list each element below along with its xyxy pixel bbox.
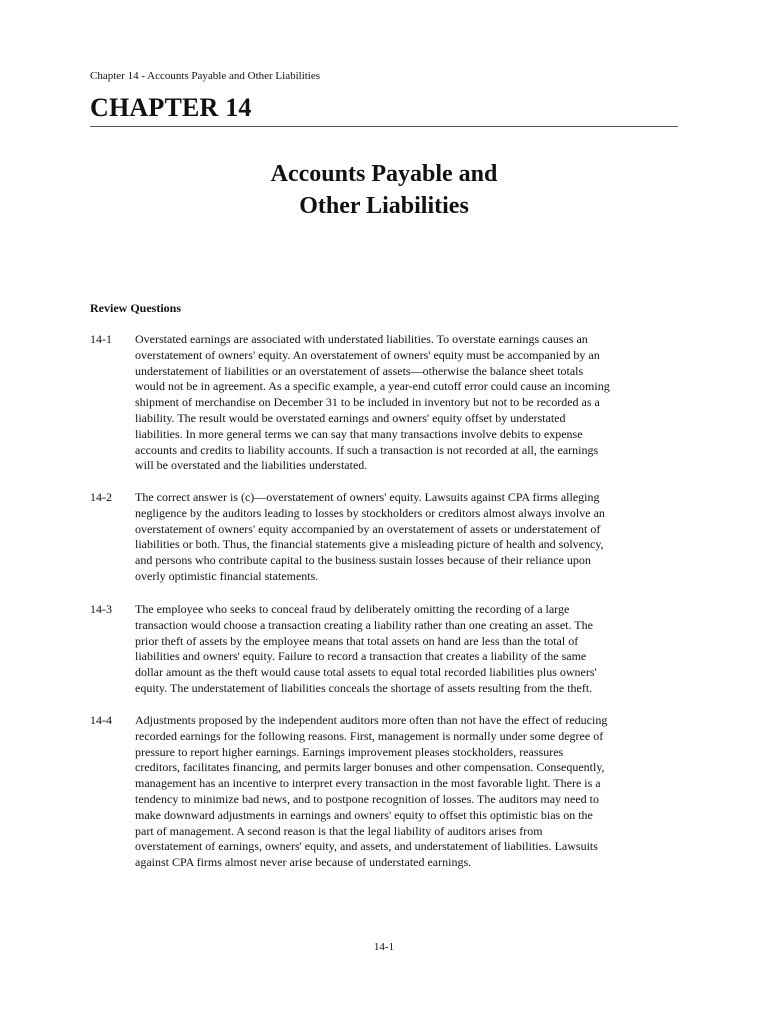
section-heading: Review Questions	[90, 301, 181, 315]
question-line: will be overstated and the liabilities understated.	[135, 458, 368, 473]
chapter-heading: CHAPTER 14	[90, 93, 252, 122]
question-line: liabilities. In more general terms we can say that many transactions involve debits to expense	[135, 426, 583, 441]
question-line: would not be in agreement. As a specific example, a year-end cutoff error could cause an incoming	[135, 379, 610, 394]
question-number: 14-1	[90, 332, 112, 346]
chapter-title	[90, 158, 678, 222]
question-line: liabilities or both. Thus, the financial statements give a misleading picture of health and solvency,	[135, 537, 604, 552]
question-line: management has an incentive to interpret every transaction in the most favorable light. There is a	[135, 776, 601, 791]
chapter-divider	[90, 126, 678, 127]
chapter-title-line-1: Accounts Payable and	[270, 161, 498, 187]
question-line: The employee who seeks to conceal fraud by deliberately omitting the recording of a large	[135, 602, 570, 616]
question-text	[135, 713, 678, 871]
chapter-title-line-2: Other Liabilities	[299, 193, 469, 219]
question-line: equity. The understatement of liabilities conceals the shortage of assets resulting from the theft.	[135, 680, 593, 695]
question-line: and persons who contribute capital to the business sustain losses because of their reliance upon	[135, 553, 591, 568]
question-line: transaction would choose a transaction creating a liability rather than one creating an asset. The	[135, 617, 593, 632]
question-line: overstatement of owners' equity. An overstatement of owners' equity must be accompanied by an	[135, 347, 600, 362]
question-line: overly optimistic financial statements.	[135, 568, 319, 583]
question-line: liability. The result would be overstated earnings and owners' equity offset by understated	[135, 410, 566, 425]
question-text	[135, 332, 678, 474]
question-text	[135, 602, 678, 697]
question-line: against CPA firms almost never arise because of understated earnings.	[135, 855, 472, 870]
question-line: overstatement of earnings, owners' equity, and assets, and understatement of liabilities. Lawsuits	[135, 839, 598, 854]
question-line: pressure to report higher earnings. Earnings improvement pleases stockholders, reassures	[135, 744, 564, 759]
question-number: 14-3	[90, 602, 112, 616]
question-line: tendency to minimize bad news, and to postpone recognition of losses. The auditors may need to	[135, 791, 600, 806]
question-number: 14-4	[90, 713, 112, 727]
question-line: creditors, facilitates financing, and permits larger bonuses and other compensation. Consequently,	[135, 760, 605, 775]
question-text	[135, 490, 678, 585]
running-header: Chapter 14 - Accounts Payable and Other Liabilities	[90, 70, 321, 82]
question-line: negligence by the auditors leading to losses by stockholders or creditors almost always involve an	[135, 505, 605, 520]
question-line: Adjustments proposed by the independent auditors more often than not have the effect of reducing	[135, 713, 608, 727]
question-line: understatement of liabilities or an overstatement of assets—otherwise the balance sheet totals	[135, 363, 584, 378]
question-line: prior theft of assets by the employee means that total assets on hand are less than the total of	[135, 633, 579, 648]
question-line: The correct answer is (c)—overstatement of owners' equity. Lawsuits against CPA firms alleging	[135, 490, 600, 504]
question-line: liabilities and owners' equity. Failure to record a transaction that creates a liability of the same	[135, 649, 587, 664]
question-line: make downward adjustments in earnings and owners' equity to offset this optimistic bias on the	[135, 807, 593, 822]
question-line: dollar amount as the theft would cause total assets to equal total recorded liabilities plus owners'	[135, 665, 597, 680]
question-line: recorded earnings for the following reasons. First, management is normally under some degree of	[135, 728, 604, 743]
page-number: 14-1	[373, 941, 395, 953]
question-line: accounts and credits to liability accounts. If such a transaction is not recorded at all, the earnings	[135, 442, 599, 457]
question-line: Overstated earnings are associated with understated liabilities. To overstate earnings causes an	[135, 332, 588, 346]
question-line: overstatement of owners' equity accompanied by an overstatement of assets or understatement of	[135, 521, 601, 536]
question-number: 14-2	[90, 490, 112, 504]
question-line: part of management. A second reason is that the legal liability of auditors arises from	[135, 823, 543, 838]
question-line: shipment of merchandise on December 31 to be included in inventory but not to be recorded as a	[135, 395, 600, 410]
